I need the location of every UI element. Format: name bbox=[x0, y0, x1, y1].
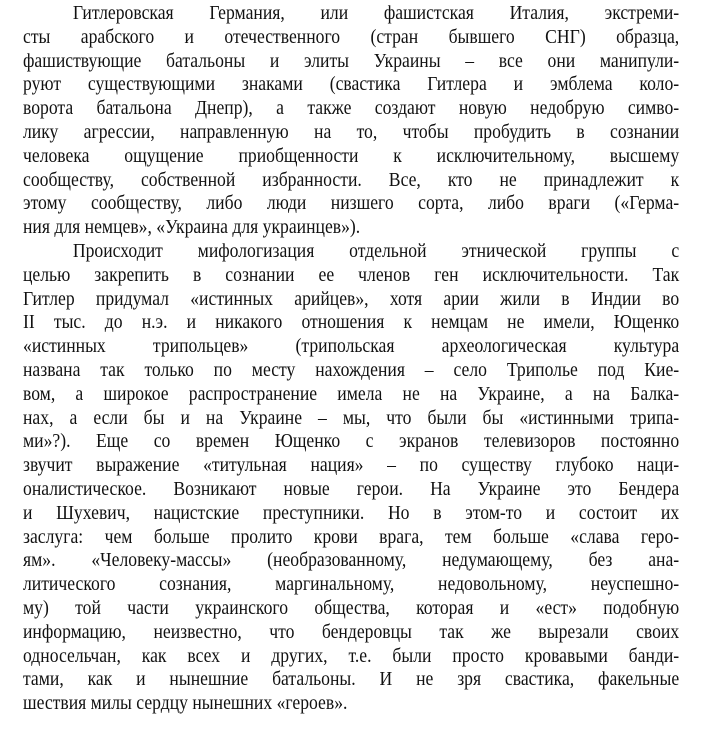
text-line: и Шухевич, нацистские преступники. Но в этом-то и состоит их bbox=[23, 501, 680, 524]
text-line: информацию, неизвестно, что бендеровцы так же вырезали своих bbox=[23, 620, 680, 643]
text-line: этому сообществу, либо люди низшего сорта, либо враги («Герма- bbox=[23, 192, 680, 215]
paragraph-2 bbox=[23, 240, 679, 716]
text-line: шествия милы сердцу нынешних «героев». bbox=[23, 692, 348, 715]
text-line: II тыс. до н.э. и никакого отношения к немцам не имели, Ющенко bbox=[23, 311, 680, 334]
document-body bbox=[23, 2, 679, 716]
text-line: нах, а если бы и на Украине – мы, что были бы «истинными трипа- bbox=[23, 406, 680, 429]
text-line: лику агрессии, направленную на то, чтобы пробудить в сознании bbox=[23, 120, 680, 143]
text-line: фашиствующие батальоны и элиты Украины – все они манипули- bbox=[23, 49, 680, 72]
text-line: Происходит мифологизация отдельной этнической группы с bbox=[72, 239, 680, 262]
text-line: звучит выражение «титульная нация» – по существу глубоко наци- bbox=[23, 454, 680, 477]
text-line: сообществу, собственной избранности. Все, кто не принадлежит к bbox=[23, 168, 680, 191]
text-line: заслуга: чем больше пролито крови врага, тем больше «слава геро- bbox=[23, 525, 680, 548]
text-line: Гитлер придумал «истинных арийцев», хотя арии жили в Индии во bbox=[23, 287, 680, 310]
text-line: оналистическое. Возникают новые герои. На Украине это Бендера bbox=[23, 477, 680, 500]
text-line: Гитлеровская Германия, или фашистская Италия, экстреми- bbox=[72, 2, 680, 24]
text-line: человека ощущение приобщенности к исключительному, высшему bbox=[23, 144, 680, 167]
text-line: литического сознания, маргинальному, недовольному, неуспешно- bbox=[23, 573, 680, 596]
text-line: ям». «Человеку-массы» (необразованному, недумающему, без ана- bbox=[23, 549, 680, 572]
text-line: «истинных трипольцев» (трипольская археологическая культура bbox=[23, 335, 680, 358]
document-page bbox=[23, 2, 680, 716]
text-line: ми»?). Еще со времен Ющенко с экранов телевизоров постоянно bbox=[23, 430, 680, 453]
text-line: односельчан, как всех и других, т.е. были просто кровавыми банди- bbox=[23, 644, 680, 667]
text-line: руют существующими знаками (свастика Гитлера и эмблема коло- bbox=[23, 73, 680, 96]
text-line: му) той части украинского общества, которая и «ест» подобную bbox=[23, 596, 680, 619]
text-line: названа так только по месту нахождения – село Триполье под Кие- bbox=[23, 358, 680, 381]
paragraph-1 bbox=[23, 2, 679, 240]
text-line: сты арабского и отечественного (стран бывшего СНГ) образца, bbox=[23, 25, 680, 48]
text-line: ния для немцев», «Украина для украинцев»). bbox=[23, 216, 361, 239]
text-line: вом, а широкое распространение имела не на Украине, а на Балка- bbox=[23, 382, 680, 405]
text-line: тами, как и нынешние батальоны. И не зря свастика, факельные bbox=[23, 668, 680, 691]
text-line: ворота батальона Днепр), а также создают новую недобрую симво- bbox=[23, 97, 680, 120]
text-line: целью закрепить в сознании ее членов ген исключительности. Так bbox=[23, 263, 680, 286]
